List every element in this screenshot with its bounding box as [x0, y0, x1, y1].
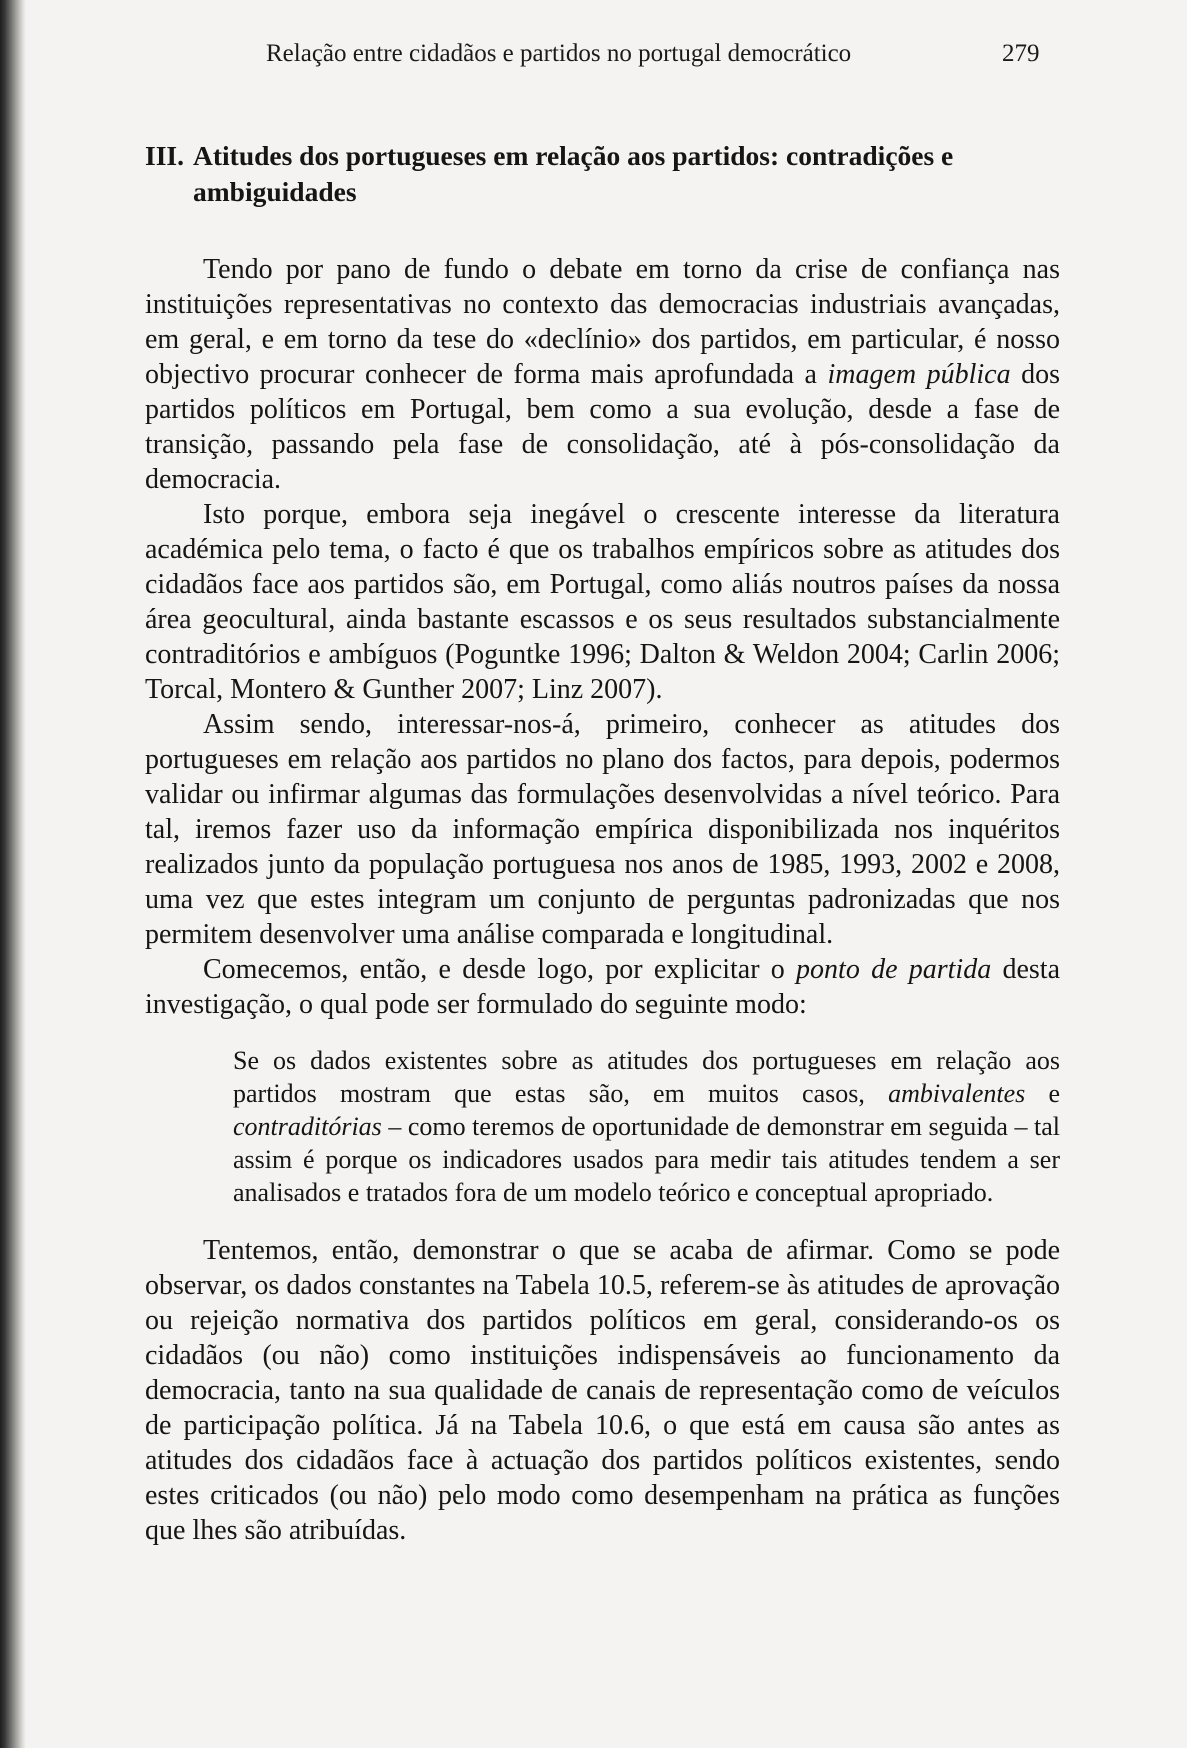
paragraph-3: Assim sendo, interessar-nos-á, primeiro, conhecer as atitudes dos portugueses em relação aos partidos no plano dos factos, para depois, podermos validar ou infirmar algumas das formulações desenvolvidas a nível teórico. Para tal, iremos fazer uso da informação empírica disponibilizada nos inquéritos realizados junto da população portuguesa nos anos de 1985, 1993, 2002 e 2008, uma vez que estes integram um conjunto de perguntas padronizadas que nos permitem desenvolver uma análise comparada e longitudinal. — [145, 709, 1060, 950]
section-number: III. — [145, 140, 184, 171]
paragraph-1-emphasis: imagem pública — [827, 359, 1011, 390]
quote-text-c: – como teremos de oportunidade de demonstrar em seguida – tal assim é porque os indicadores usados para medir tais atitudes tendem a ser analisados e tratados fora de um modelo teórico e conceptual apropriado. — [233, 1112, 1060, 1207]
body-text — [145, 138, 1060, 1548]
paragraph-4-text-a: Comecemos, então, e desde logo, por explicitar o — [203, 954, 797, 985]
section-heading — [145, 138, 1060, 210]
running-header: Relação entre cidadãos e partidos no portugal democrático — [266, 40, 852, 67]
quote-emphasis-1: ambivalentes — [888, 1079, 1026, 1108]
block-quote — [233, 1044, 1060, 1209]
paragraph-1-text-a: Tendo por pano de fundo o debate em torno da crise de confiança nas instituições representativas no contexto das democracias industriais avançadas, em geral, e em torno da tese do «declínio» dos partidos, em particular, é nosso objectivo procurar conhecer de forma mais aprofundada a — [145, 254, 1060, 390]
paragraph-1-text-b: dos partidos políticos em Portugal, bem como a sua evolução, desde a fase de transição, passando pela fase de consolidação, até à pós-consolidação da democracia. — [145, 359, 1060, 495]
paragraph-4-emphasis: ponto de partida — [796, 954, 992, 985]
paragraph-2: Isto porque, embora seja inegável o crescente interesse da literatura académica pelo tema, o facto é que os trabalhos empíricos sobre as atitudes dos cidadãos face aos partidos são, em Portugal, como aliás noutros países da nossa área geocultural, ainda bastante escassos e os seus resultados substancialmente contraditórios e ambíguos (Poguntke 1996; Dalton & Weldon 2004; Carlin 2006; Torcal, Montero & Gunther 2007; Linz 2007). — [145, 499, 1060, 705]
quote-emphasis-2: contraditórias — [233, 1112, 382, 1141]
section-title: Atitudes dos portugueses em relação aos partidos: contradições e ambiguidades — [193, 140, 954, 207]
page-binding-shadow — [0, 0, 26, 1748]
page-number: 279 — [1002, 40, 1040, 67]
paragraph-4-text-b: desta investigação, o qual pode ser formulado do seguinte modo: — [145, 954, 1060, 1020]
paragraph-4 — [145, 952, 1060, 1022]
paragraph-5: Tentemos, então, demonstrar o que se acaba de afirmar. Como se pode observar, os dados constantes na Tabela 10.5, referem-se às atitudes de aprovação ou rejeição normativa dos partidos políticos em geral, considerando-os os cidadãos (ou não) como instituições indispensáveis ao funcionamento da democracia, tanto na sua qualidade de canais de representação como de veículos de participação política. Já na Tabela 10.6, o que está em causa são antes as atitudes dos cidadãos face à actuação dos partidos políticos existentes, sendo estes criticados (ou não) pelo modo como desempenham na prática as funções que lhes são atribuídas. — [145, 1235, 1060, 1546]
quote-text-a: Se os dados existentes sobre as atitudes dos portugueses em relação aos partidos mostram que estas são, em muitos casos, — [233, 1046, 1060, 1108]
paragraph-1 — [145, 252, 1060, 497]
quote-text-b: e — [1025, 1079, 1061, 1108]
